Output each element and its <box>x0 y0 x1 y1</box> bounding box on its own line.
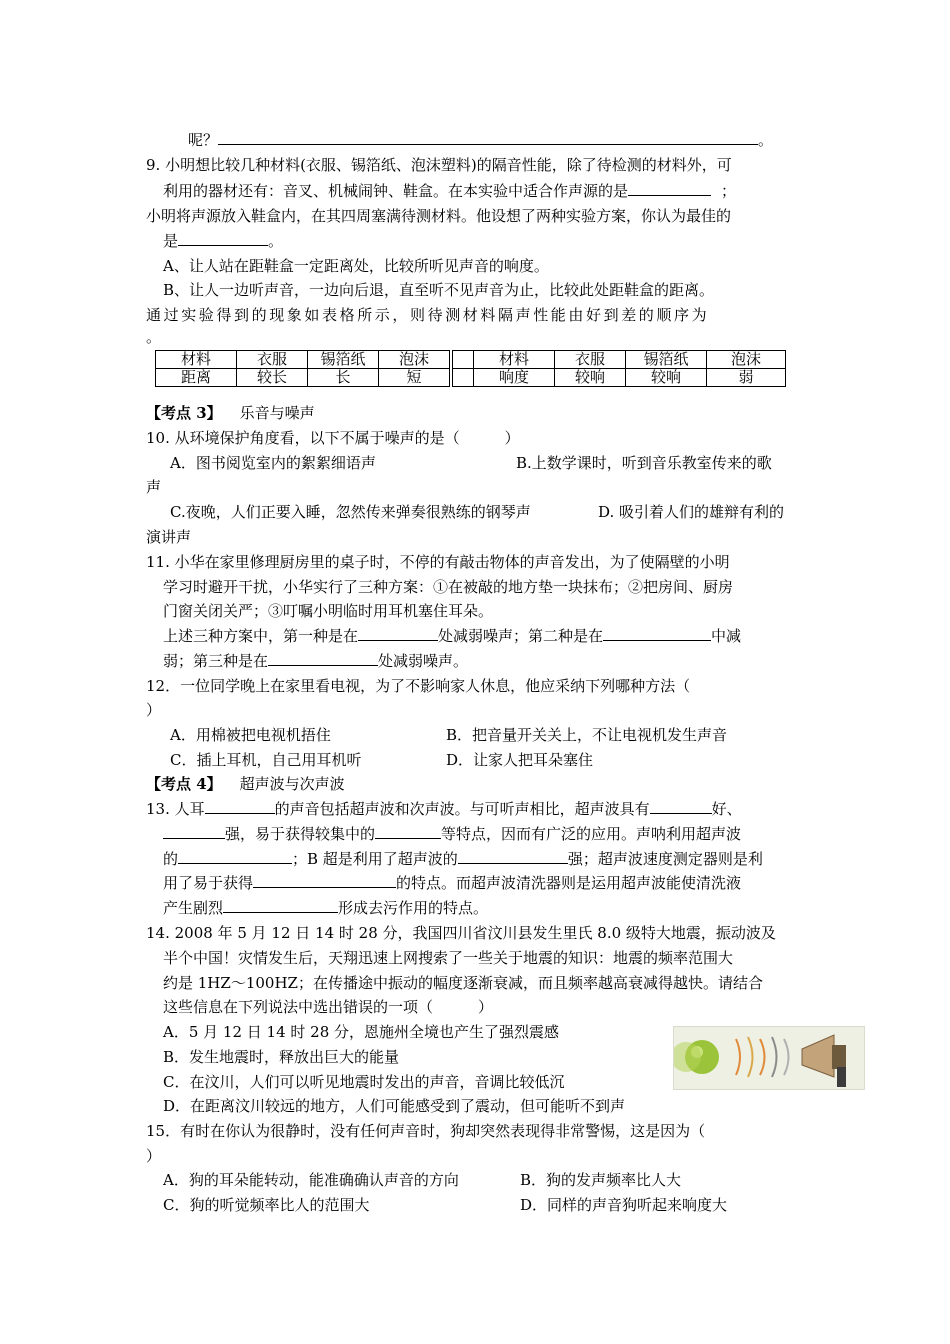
answer-blank[interactable] <box>628 181 711 196</box>
q12-option-c: C．插上耳机，自己用耳机听 <box>170 751 362 769</box>
q13-line4: 用了易于获得 的特点。而超声波清洗器则是运用超声波能使清洗液 <box>163 874 742 892</box>
q15-stem-cont: ） <box>146 1147 162 1165</box>
table-right <box>452 350 786 387</box>
table-row: 材料 衣服 锡箔纸 泡沫 <box>453 351 786 369</box>
q15-option-c: C．狗的听觉频率比人的范围大 <box>163 1196 370 1214</box>
answer-blank[interactable] <box>375 824 441 839</box>
q11-line4: 上述三种方案中，第一种是在 处减弱噪声；第二种是在 中减 <box>163 627 742 645</box>
q11-line5: 弱；第三种是在 处减弱噪声。 <box>163 652 469 670</box>
q15-option-b: B．狗的发声频率比人大 <box>520 1171 682 1189</box>
table-row: 材料 衣服 锡箔纸 泡沫 <box>156 351 450 369</box>
q10-option-d-cont: 演讲声 <box>146 528 192 546</box>
q13-line1: 13. 人耳 的声音包括超声波和次声波。与可听声相比，超声波具有 好、 <box>146 800 742 818</box>
loudspeaker-illustration <box>673 1026 865 1090</box>
answer-blank[interactable] <box>178 231 268 246</box>
answer-blank[interactable] <box>218 130 758 145</box>
q8-tail: 呢？ 。 <box>188 131 774 149</box>
q13-line5: 产生剧烈 形成去污作用的特点。 <box>163 899 489 917</box>
answer-blank[interactable] <box>603 626 711 641</box>
loudspeaker-icon <box>674 1027 864 1089</box>
q14-line1: 14. 2008 年 5 月 12 日 14 时 28 分，我国四川省汶川县发生里氏 8.0 级特大地震，振动波及 <box>146 924 776 942</box>
q13-line3: 的 ；B 超是利用了超声波的 强；超声波速度测定器则是利 <box>163 850 763 868</box>
answer-blank[interactable] <box>458 849 568 864</box>
answer-blank[interactable] <box>650 799 712 814</box>
q12-stem-cont: ） <box>146 701 162 719</box>
q12-option-d: D．让家人把耳朵塞住 <box>446 751 594 769</box>
q15-option-d: D．同样的声音狗听起来响度大 <box>520 1196 728 1214</box>
q14-line4: 这些信息在下列说法中选出错误的一项（ ） <box>163 998 494 1016</box>
q10-option-c: C.夜晚，人们正要入睡，忽然传来弹奏很熟练的钢琴声 <box>170 503 531 521</box>
q12-option-b: B．把音量开关关上，不让电视机发生声音 <box>446 726 728 744</box>
q13-line2: 强，易于获得较集中的 等特点，因而有广泛的应用。声呐利用超声波 <box>163 824 741 844</box>
q10-option-a: A．图书阅览室内的絮絮细语声 <box>170 454 376 472</box>
q10-option-b: B.上数学课时，听到音乐教室传来的歌 <box>516 454 772 472</box>
q14-option-d: D．在距离汶川较远的地方，人们可能感受到了震动，但可能听不到声 <box>163 1097 626 1115</box>
q14-line2: 半个中国！灾情发生后，天翔迅速上网搜索了一些关于地震的知识：地震的频率范围大 <box>163 949 734 967</box>
q15-option-a: A．狗的耳朵能转动，能准确确认声音的方向 <box>163 1171 459 1189</box>
q12-option-a: A．用棉被把电视机捂住 <box>170 726 331 744</box>
q12-stem: 12．一位同学晚上在家里看电视，为了不影响家人休息，他应采纳下列哪种方法（ <box>146 677 691 695</box>
q11-line2: 学习时避开干扰，小华实行了三种方案：①在被敲的地方垫一块抹布；②把房间、厨房 <box>163 578 734 596</box>
answer-blank[interactable] <box>223 898 338 913</box>
q9-line7: 通过实验得到的现象如表格所示，则待测材料隔声性能由好到差的顺序为 <box>146 306 710 324</box>
q11-line1: 11. 小华在家里修理厨房里的桌子时，不停的有敲击物体的声音发出，为了使隔壁的小明 <box>146 553 730 571</box>
section-heading-kd4: 【考点 4】 超声波与次声波 <box>146 775 345 793</box>
answer-blank[interactable] <box>178 849 292 864</box>
q10-option-d: D. 吸引着人们的雄辩有利的 <box>598 503 785 521</box>
answer-blank[interactable] <box>163 824 225 839</box>
q9-option-b: B、让人一边听声音，一边向后退，直至听不见声音为止，比较此处距鞋盒的距离。 <box>163 281 715 299</box>
q15-stem: 15．有时在你认为很静时，没有任何声音时，狗却突然表现得非常警惕，这是因为（ <box>146 1122 706 1140</box>
section-heading-kd3: 【考点 3】 乐音与噪声 <box>146 404 315 422</box>
q9-line2: 利用的器材还有：音叉、机械闹钟、鞋盒。在本实验中适合作声源的是 ； <box>163 182 737 200</box>
q9-line1: 9. 小明想比较几种材料(衣服、锡箔纸、泡沫塑料)的隔音性能，除了待检测的材料外，可 <box>146 156 732 174</box>
q14-option-a: A．5 月 12 日 14 时 28 分，恩施州全境也产生了强烈震感 <box>163 1023 560 1041</box>
answer-blank[interactable] <box>268 651 378 666</box>
q14-option-b: B．发生地震时，释放出巨大的能量 <box>163 1048 400 1066</box>
q9-option-a: A、让人站在距鞋盒一定距离处，比较所听见声音的响度。 <box>163 257 549 275</box>
answer-blank[interactable] <box>205 799 275 814</box>
q9-line8: 。 <box>146 328 162 346</box>
table-row: 距离 较长 长 短 <box>156 369 450 387</box>
answer-blank[interactable] <box>253 873 396 888</box>
q14-line3: 约是 1HZ～100HZ；在传播途中振动的幅度逐渐衰减，而且频率越高衰减得越快。请结合 <box>163 974 763 992</box>
answer-blank[interactable] <box>358 626 438 641</box>
q11-line3: 门窗关闭关严；③叮嘱小明临时用耳机塞住耳朵。 <box>163 602 494 620</box>
q10-stem: 10. 从环境保护角度看，以下不属于噪声的是（ ） <box>146 429 520 447</box>
q9-line3: 小明将声源放入鞋盒内，在其四周塞满待测材料。他设想了两种实验方案，你认为最佳的 <box>146 207 732 225</box>
q14-option-c: C．在汶川，人们可以听见地震时发出的声音，音调比较低沉 <box>163 1073 565 1091</box>
q10-option-b-cont: 声 <box>146 478 162 496</box>
table-left <box>155 350 450 387</box>
table-row: 响度 较响 较响 弱 <box>453 369 786 387</box>
q9-line4: 是 。 <box>163 232 284 250</box>
